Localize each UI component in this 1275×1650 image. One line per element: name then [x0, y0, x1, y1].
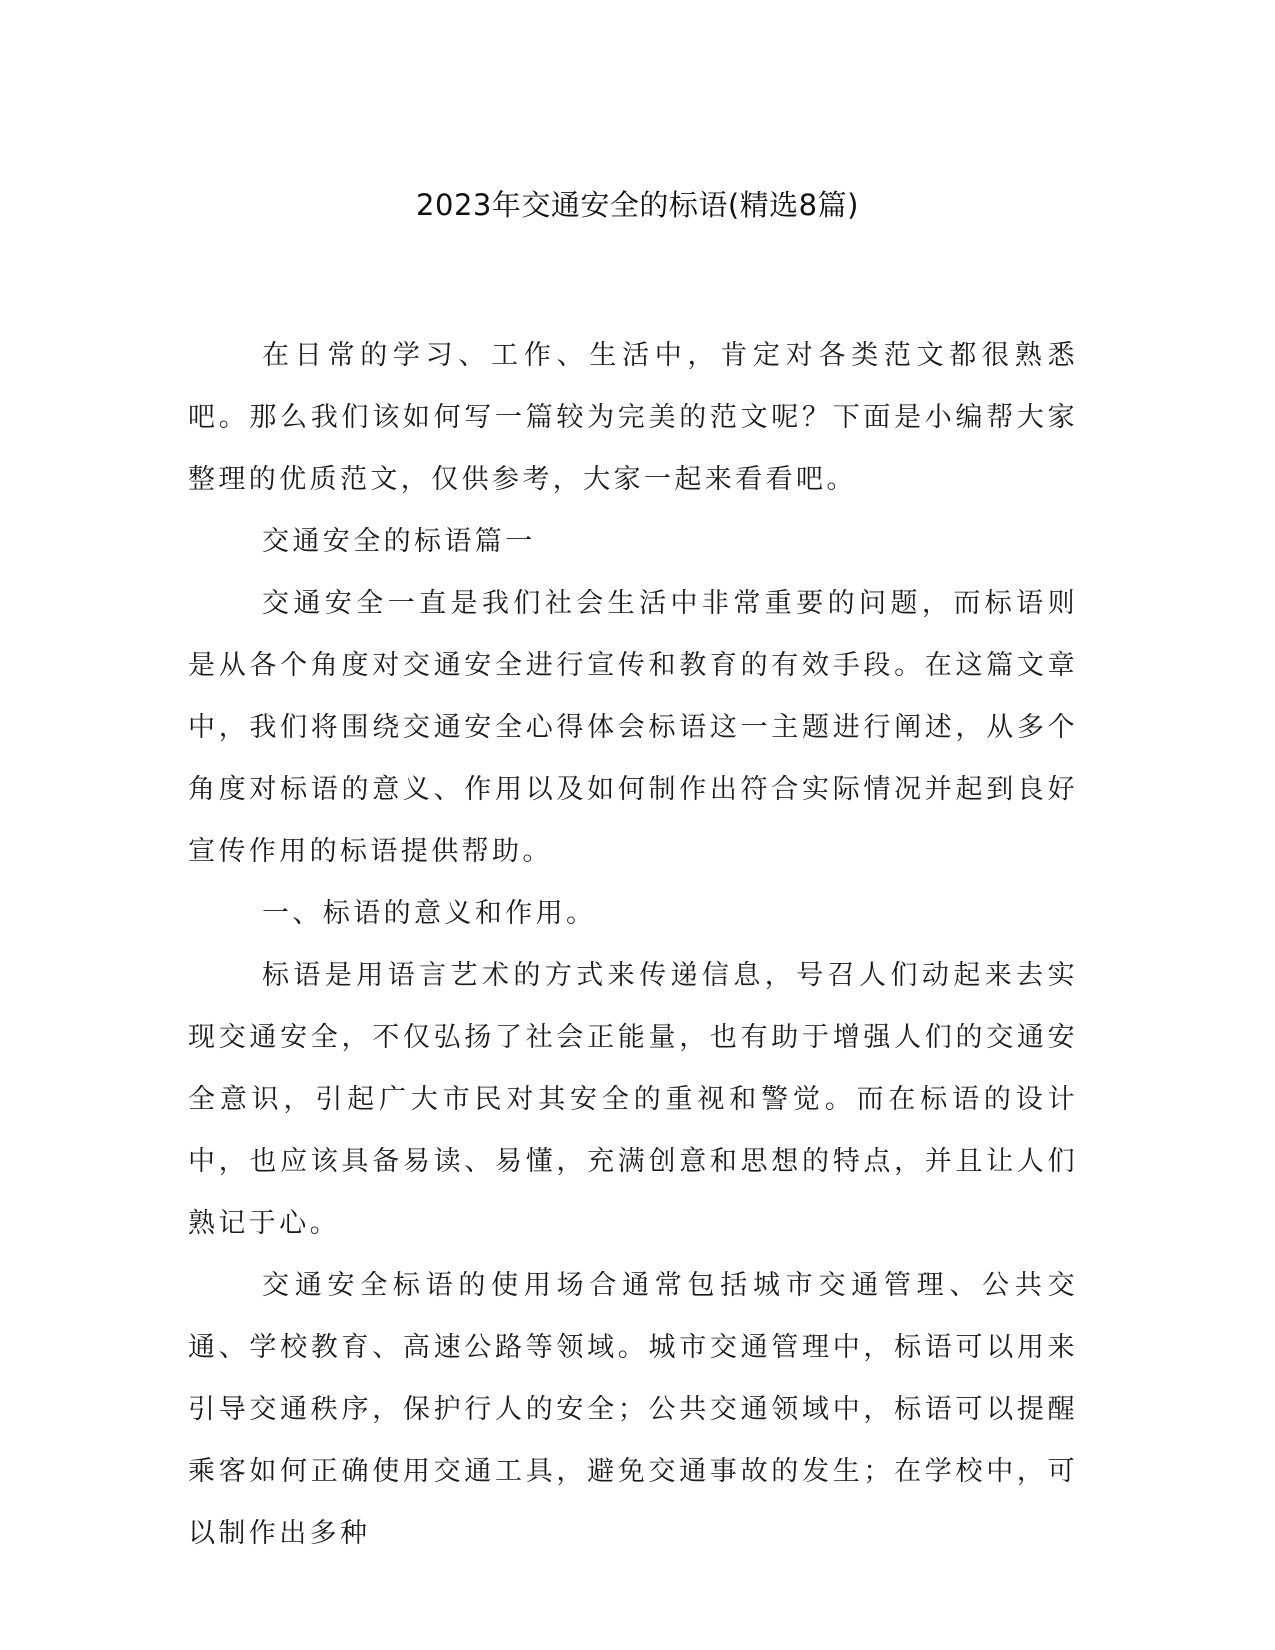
document-body: [188, 325, 1078, 1565]
body-paragraph: 标语是用语言艺术的方式来传递信息，号召人们动起来去实现交通安全，不仅弘扬了社会正能量，也有助于增强人们的交通安全意识，引起广大市民对其安全的重视和警觉。而在标语的设计中，也应该具备易读、易懂，充满创意和思想的特点，并且让人们熟记于心。: [188, 960, 1078, 1239]
body-paragraph: 交通安全标语的使用场合通常包括城市交通管理、公共交通、学校教育、高速公路等领域。城市交通管理中，标语可以用来引导交通秩序，保护行人的安全；公共交通领域中，标语可以提醒乘客如何正确使用交通工具，避免交通事故的发生；在学校中，可以制作出多种: [188, 1270, 1078, 1549]
section-heading: 交通安全的标语篇一: [262, 526, 536, 557]
intro-paragraph: 在日常的学习、工作、生活中，肯定对各类范文都很熟悉吧。那么我们该如何写一篇较为完美的范文呢？下面是小编帮大家整理的优质范文，仅供参考，大家一起来看看吧。: [188, 340, 1078, 495]
document-title: 2023年交通安全的标语(精选8篇): [416, 188, 859, 222]
body-paragraph: 交通安全一直是我们社会生活中非常重要的问题，而标语则是从各个角度对交通安全进行宣传和教育的有效手段。在这篇文章中，我们将围绕交通安全心得体会标语这一主题进行阐述，从多个角度对标语的意义、作用以及如何制作出符合实际情况并起到良好宣传作用的标语提供帮助。: [188, 588, 1078, 867]
subsection-heading: 一、标语的意义和作用。: [262, 898, 597, 929]
